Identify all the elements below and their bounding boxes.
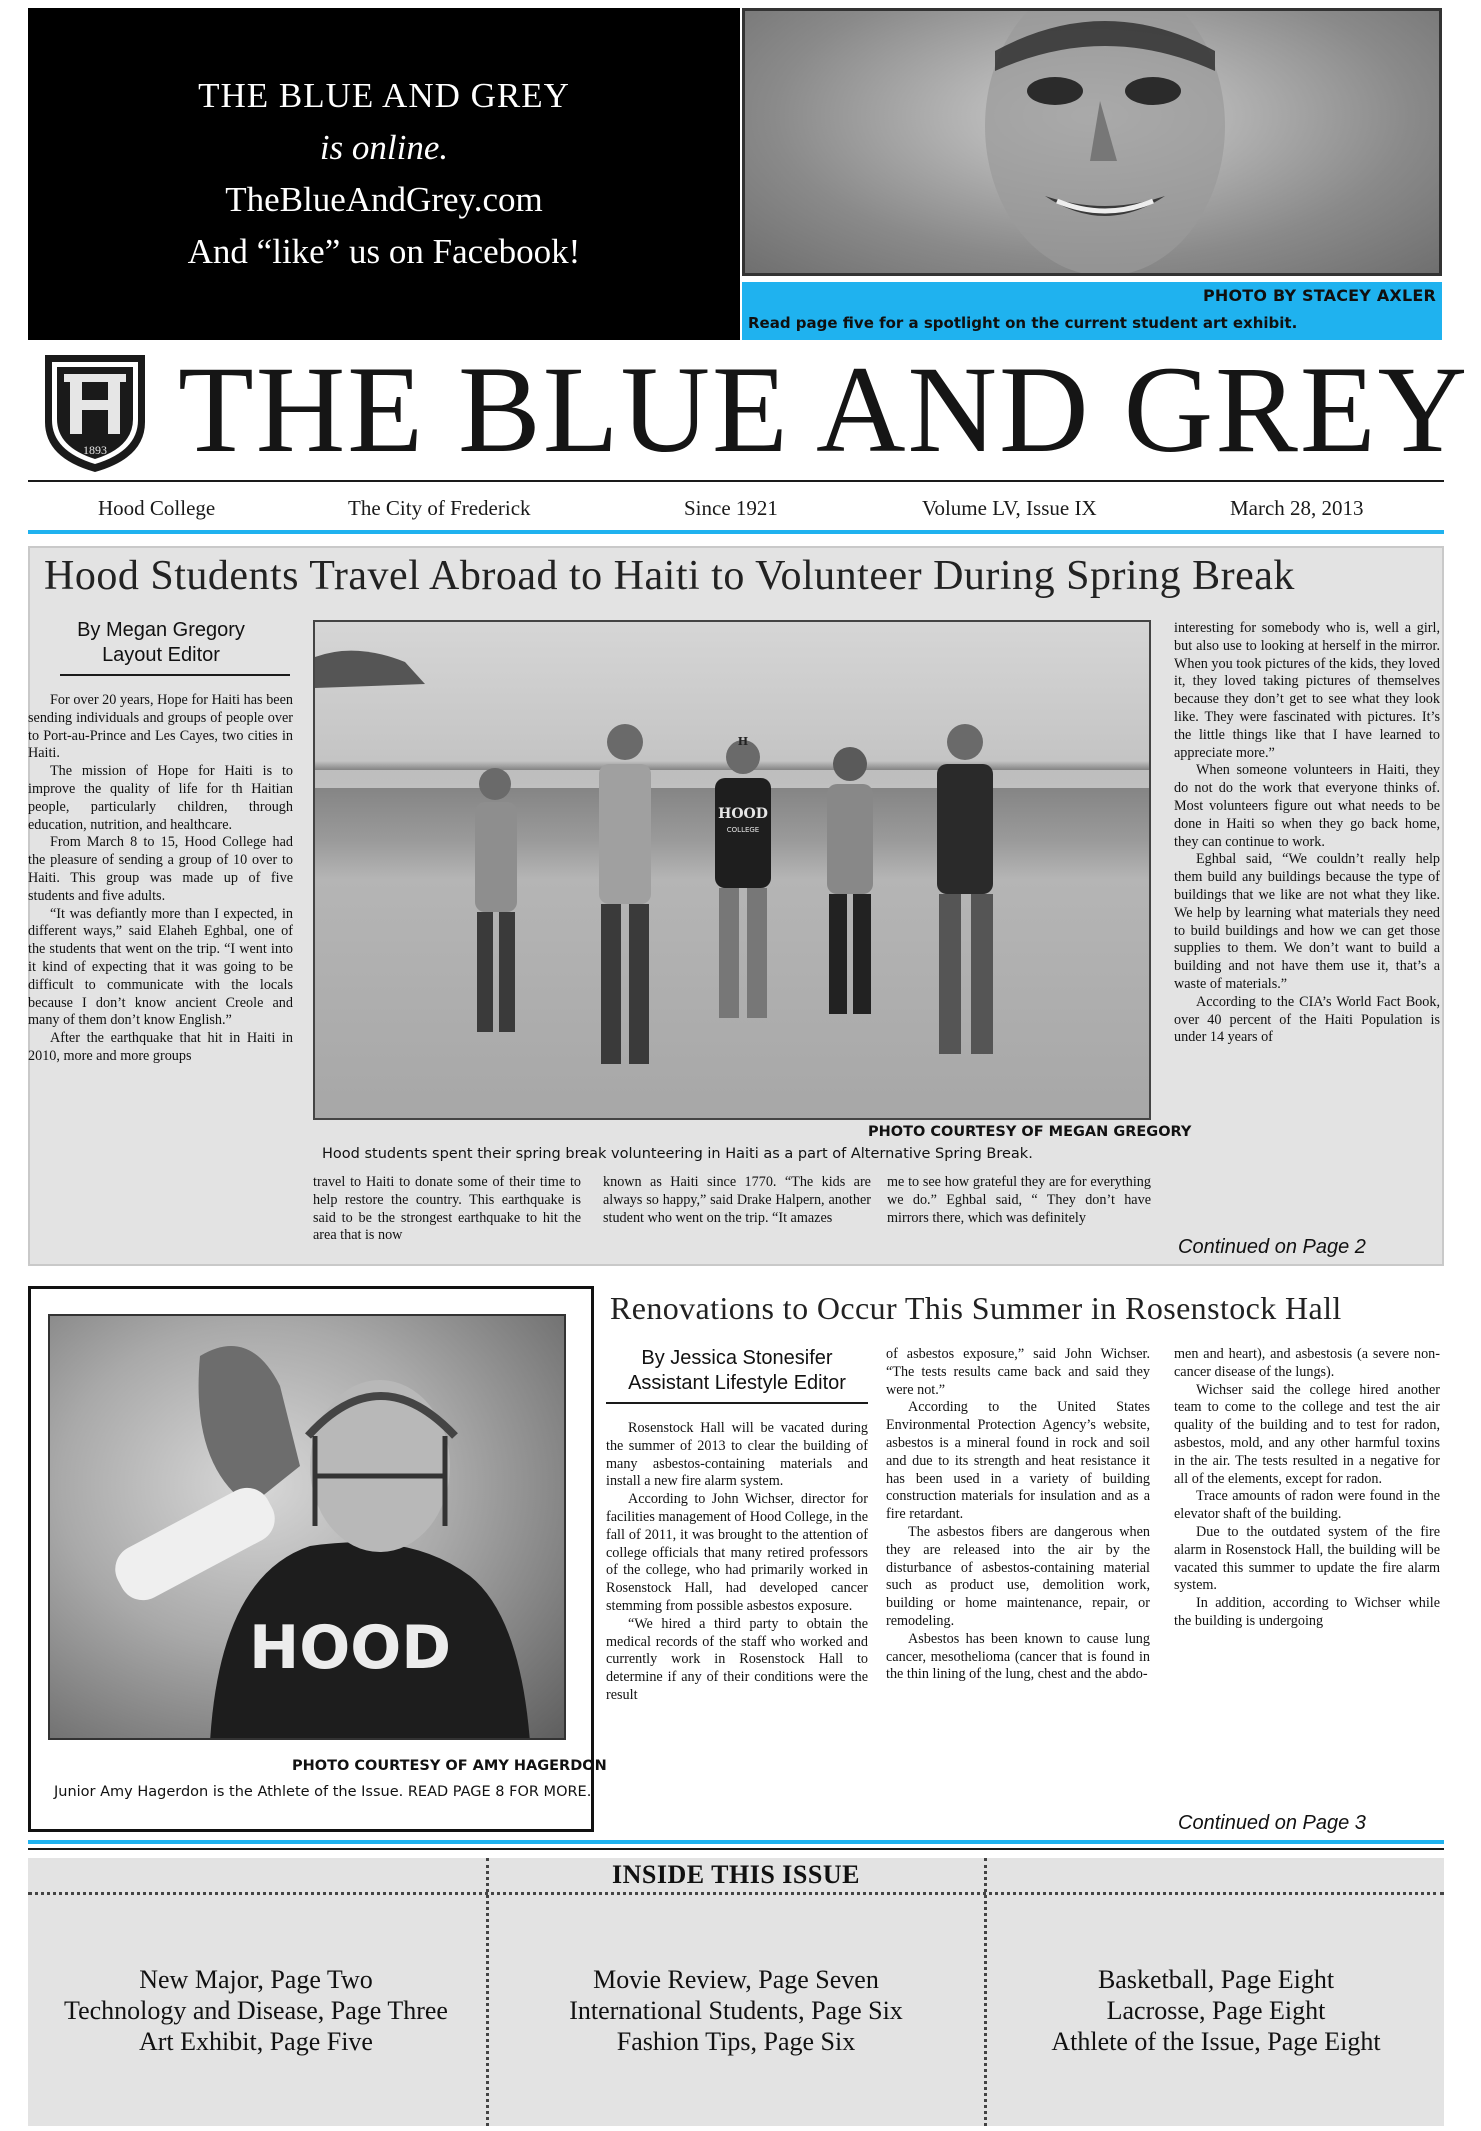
logo-year-text: 1893: [83, 443, 107, 457]
rosenstock-col1-para: According to John Wichser, director for facilities management of Hood College, in the fall of 2011, it was brought to the attention of college officials that many retired professors of the college, who had primarily worked in Rosenstock Hall, had developed cancer stemming from possible asbestos exposure.: [606, 1491, 868, 1614]
haiti-story-col2: travel to Haiti to donate some of their time to help restore the country. This earthquake is said to be the strongest earthquake to hit the area that is now: [313, 1174, 581, 1244]
inside-item[interactable]: International Students, Page Six: [569, 1996, 903, 2025]
rosenstock-story-col2: [886, 1346, 1150, 1830]
haiti-col1-para: From March 8 to 15, Hood College had the pleasure of sending a group of 10 over to Haiti. This group was made up of five students and five adults.: [28, 834, 293, 904]
inside-item[interactable]: Athlete of the Issue, Page Eight: [1051, 2027, 1381, 2056]
haiti-col1-para: The mission of Hope for Haiti is to improve the quality of life for th Haitian people, particularly children, through education, nutrition, and healthcare.: [28, 763, 293, 833]
haiti-group-photo: [313, 620, 1151, 1120]
art-face-drawing: [745, 11, 1442, 276]
shirt-text: HOOD: [718, 806, 768, 822]
art-exhibit-photo: [742, 8, 1442, 276]
haiti-col5-para: Eghbal said, “We couldn’t really help them build any buildings because the type of buildings that we like are not what they like. We help by learning what materials they need to build buildings and how we can get those supplies to them. We don’t want to build a building and not have them use it, that’s a waste of materials.”: [1174, 851, 1440, 992]
masthead-info-college: Hood College: [98, 496, 216, 520]
rosenstock-story-col1: [606, 1420, 868, 1830]
athlete-photo-credit: PHOTO COURTESY OF AMY HAGERDON: [292, 1758, 607, 1774]
inside-item[interactable]: Lacrosse, Page Eight: [1106, 1996, 1326, 2025]
inside-item[interactable]: Art Exhibit, Page Five: [139, 2027, 373, 2056]
haiti-col5-para: According to the CIA’s World Fact Book, over 40 percent of the Haiti Population is under 14 years of: [1174, 993, 1440, 1046]
inside-col-2: [490, 1964, 982, 2057]
masthead-info-city: The City of Frederick: [348, 496, 531, 520]
rosenstock-col3-para: Due to the outdated system of the fire alarm in Rosenstock Hall, the building will be vacated this summer to update the fire alarm system.: [1174, 1523, 1440, 1594]
haiti-story-col5: [1174, 620, 1440, 1226]
inside-top-blue-rule: [28, 1840, 1444, 1844]
inside-dotted-divider: [486, 1858, 489, 2126]
inside-item[interactable]: Basketball, Page Eight: [1097, 1965, 1335, 1994]
haiti-story-col3: known as Haiti since 1770. “The kids are always so happy,” said Drake Halpern, another student who went on the trip. “It amazes: [603, 1174, 871, 1226]
rosenstock-col2-para: According to the United States Environmental Protection Agency’s website, asbestos is a mineral found in rock and soil and due to its strength and heat resistance it has been used in a variety of building construction materials for insulation and as a fire retardant.: [886, 1399, 1150, 1523]
athlete-photo-caption: Junior Amy Hagerdon is the Athlete of the Issue. READ PAGE 8 FOR MORE.: [54, 1784, 592, 1800]
haiti-col5-para: interesting for somebody who is, well a girl, but also use to looking at herself in the mirror. When you took pictures of the kids, they loved it, they loved taking pictures of themselves because they don’t get to see what they look like. They were fascinated with pictures. It’s the little things like that I have learned to appreciate more.”: [1174, 620, 1440, 761]
rosenstock-col1-para: Rosenstock Hall will be vacated during the summer of 2013 to clear the building of many asbestos-containing materials and install a new fire alarm system.: [606, 1420, 868, 1490]
haiti-story-headline: Hood Students Travel Abroad to Haiti to Volunteer During Spring Break: [44, 553, 1295, 599]
rosenstock-byline-role: Assistant Lifestyle Editor: [628, 1372, 846, 1394]
rosenstock-byline-name: By Jessica Stonesifer: [641, 1347, 833, 1369]
online-promo-box: [28, 8, 740, 340]
inside-top-rule: [28, 1848, 1444, 1850]
haiti-continued-link[interactable]: Continued on Page 2: [1178, 1236, 1366, 1258]
cap-letter: H: [737, 735, 749, 748]
haiti-col5-para: When someone volunteers in Haiti, they do not do the work that everyone thinks of. Most volunteers figure out what needs to be done in Haiti so when they go back home, they can continue to work.: [1174, 762, 1440, 850]
rosenstock-col3-para: men and heart), and asbestosis (a severe non-cancer disease of the lungs).: [1174, 1346, 1440, 1380]
promo-line-online: is online.: [319, 128, 449, 167]
inside-col-1: [28, 1964, 484, 2057]
haiti-photo-credit: PHOTO COURTESY OF MEGAN GREGORY: [868, 1124, 1192, 1140]
inside-this-issue-title: INSIDE THIS ISSUE: [612, 1860, 860, 1889]
rosenstock-col2-para: Asbestos has been known to cause lung cancer, mesothelioma (cancer that is found in the thin lining of the lung, chest and the abdo-: [886, 1630, 1150, 1683]
rosenstock-col3-para: Trace amounts of radon were found in the elevator shaft of the building.: [1174, 1488, 1440, 1523]
masthead-info-date: March 28, 2013: [1230, 496, 1364, 520]
rosenstock-col1-para: “We hired a third party to obtain the medical records of the staff who worked and currently work in Rosenstock Hall to determine if any of their conditions were the result: [606, 1615, 868, 1703]
masthead-blue-rule: [28, 530, 1444, 534]
rosenstock-byline: [606, 1346, 868, 1396]
inside-item[interactable]: New Major, Page Two: [139, 1965, 373, 1994]
haiti-byline-role: Layout Editor: [102, 644, 220, 666]
haiti-byline-rule: [60, 674, 290, 676]
jersey-text: HOOD: [248, 1613, 452, 1683]
haiti-col1-para: After the earthquake that hit in Haiti in 2010, more and more groups: [28, 1030, 293, 1064]
inside-item[interactable]: Technology and Disease, Page Three: [64, 1996, 448, 2025]
rosenstock-continued-link[interactable]: Continued on Page 3: [1178, 1812, 1366, 1834]
hood-college-shield-logo: [40, 350, 150, 476]
promo-line-title: THE BLUE AND GREY: [198, 76, 570, 115]
haiti-photo-caption: Hood students spent their spring break volunteering in Haiti as a part of Alternative Spring Break.: [322, 1146, 1033, 1162]
inside-item[interactable]: Movie Review, Page Seven: [593, 1965, 879, 1994]
art-caption: Read page five for a spotlight on the current student art exhibit.: [748, 314, 1298, 332]
promo-website-link[interactable]: TheBlueAndGrey.com: [225, 180, 543, 219]
haiti-col1-para: “It was defiantly more than I expected, in different ways,” said Elaheh Eghbal, one of the students that went on the trip. “I went into it kind of expecting that it was going to be difficult to communicate with the locals because I don’t know ancient Creole and many of them don’t know English.”: [28, 905, 293, 1029]
inside-col-3: [988, 1964, 1444, 2057]
inside-dotted-divider: [984, 1858, 987, 2126]
masthead-info-since: Since 1921: [684, 496, 778, 520]
rosenstock-byline-rule: [606, 1402, 868, 1404]
masthead-title: THE BLUE AND GREY: [178, 341, 1470, 478]
rosenstock-story-headline: Renovations to Occur This Summer in Rosenstock Hall: [610, 1290, 1342, 1326]
art-photo-credit: PHOTO BY STACEY AXLER: [1202, 286, 1436, 305]
haiti-byline-name: By Megan Gregory: [77, 619, 245, 641]
haiti-col1-para: For over 20 years, Hope for Haiti has been sending individuals and groups of people over to Port-au-Prince and Les Cayes, two cities in Haiti.: [28, 692, 293, 762]
softball-player-illustration: [50, 1316, 566, 1740]
haiti-story-col1: [28, 692, 293, 1252]
rosenstock-col3-para: In addition, according to Wichser while the building is undergoing: [1174, 1595, 1440, 1629]
haiti-byline: [30, 618, 292, 668]
shield-icon: [40, 350, 150, 476]
promo-facebook-line: And “like” us on Facebook!: [187, 232, 581, 271]
rosenstock-col2-para: The asbestos fibers are dangerous when they are released into the air by the disturbance of asbestos-containing material such as product use, demolition work, building or home maintenance, repair, or remodeling.: [886, 1523, 1150, 1629]
athlete-photo: [48, 1314, 566, 1740]
inside-item[interactable]: Fashion Tips, Page Six: [616, 2027, 856, 2056]
shirt-subtext: COLLEGE: [726, 826, 760, 834]
beach-group-illustration: [315, 622, 1151, 1120]
rosenstock-col3-para: Wichser said the college hired another team to come to the college and test the air quality of the building and to test for radon, asbestos, mold, and any other harmful toxins in the air. The tests resulted in a negative for all of the elements, except for radon.: [1174, 1381, 1440, 1487]
art-caption-strip: [742, 282, 1442, 340]
masthead-rule: [28, 480, 1444, 482]
masthead-info-volume: Volume LV, Issue IX: [922, 496, 1097, 520]
inside-dotted-rule: [28, 1892, 1444, 1895]
rosenstock-story-col3: [1174, 1346, 1440, 1798]
rosenstock-col2-para: of asbestos exposure,” said John Wichser. “The tests results came back and said they were not.”: [886, 1346, 1150, 1398]
haiti-story-col4: me to see how grateful they are for everything we do.” Eghbal said, “ They don’t have mirrors there, which was definitely: [887, 1174, 1151, 1226]
